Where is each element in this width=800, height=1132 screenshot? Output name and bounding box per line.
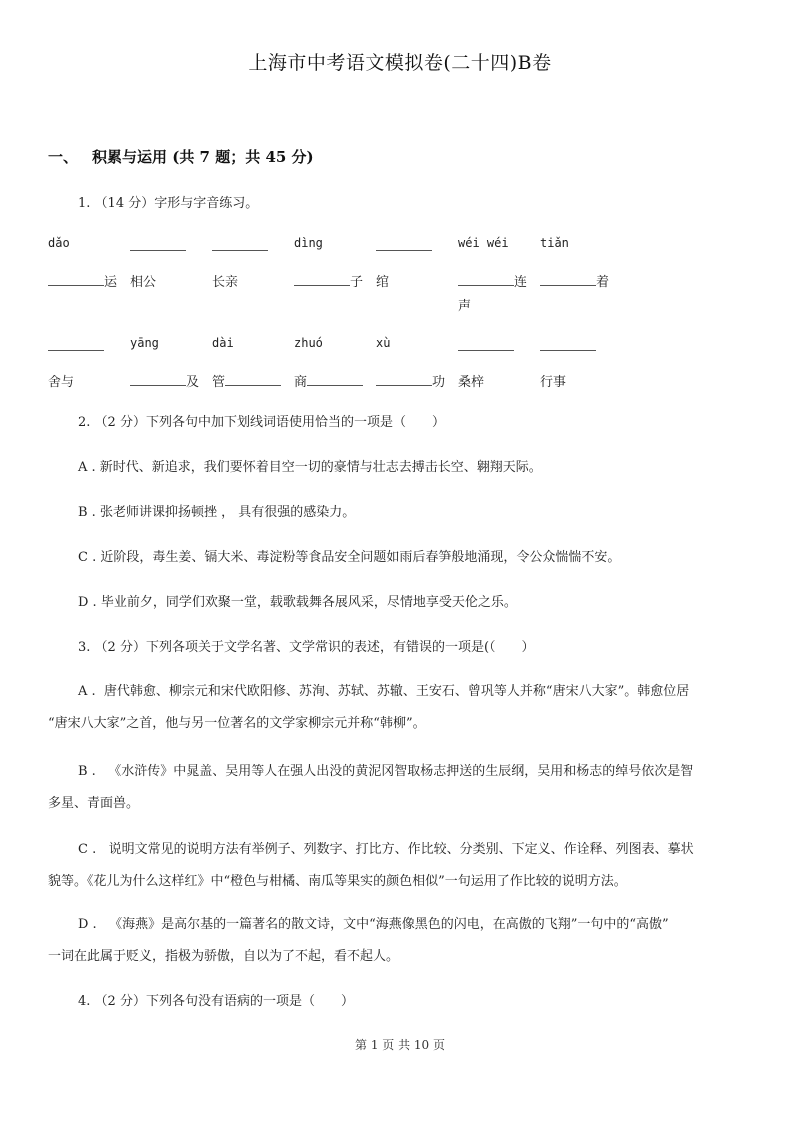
option-label: B . (78, 764, 96, 779)
word-cell: 行事 (540, 375, 567, 390)
question-number: 3. (78, 640, 91, 655)
pinyin-label: dǎo (48, 236, 70, 250)
section-heading (48, 146, 314, 167)
word-cell: 连 (458, 271, 527, 290)
answer-blank[interactable] (458, 336, 514, 355)
section-number: 一、 (48, 148, 79, 166)
answer-blank[interactable] (48, 284, 104, 286)
page-footer: 第 1 页 共 10 页 (355, 1038, 445, 1052)
option-label: B . (78, 505, 96, 520)
option-text: 新时代、新追求，我们要怀着目空一切的豪情与壮志去搏击长空、翱翔天际。 (99, 460, 542, 475)
question-prompt: 下列各项关于文学名著、文学常识的表述，有错误的一项是(（ ） (145, 640, 535, 655)
option-c-line1[interactable] (78, 838, 694, 857)
option-text: 毕业前夕，同学们欢聚一堂，载歌载舞各展风采，尽情地享受天伦之乐。 (100, 595, 517, 610)
answer-blank[interactable] (376, 236, 432, 255)
word-cell-wrap: 声 (458, 299, 472, 314)
pinyin-label: zhuó (294, 336, 323, 350)
option-b-line1[interactable] (78, 760, 693, 779)
answer-blank[interactable] (225, 384, 281, 386)
pinyin-label: dìng (294, 236, 323, 250)
option-d-line2: 一词在此属于贬义，指极为骄傲，自以为了不起，看不起人。 (48, 949, 400, 964)
option-label: A . (78, 684, 96, 699)
answer-blank[interactable] (458, 284, 514, 286)
word-cell: 功 (376, 371, 445, 390)
answer-blank[interactable] (294, 284, 350, 286)
option-c-line2: 貌等。《花儿为什么这样红》中“橙色与柑橘、南瓜等果实的颜色相似”一句运用了作比较的说明方法。 (48, 874, 627, 889)
word-cell: 运 (48, 271, 117, 290)
option-label: C . (78, 842, 97, 857)
question-prompt: 下列各句中加下划线词语使用恰当的一项是（ ） (145, 415, 445, 430)
question-3 (78, 636, 535, 655)
option-a[interactable] (78, 456, 542, 475)
answer-blank[interactable] (48, 336, 104, 355)
option-text: 唐代韩愈、柳宗元和宋代欧阳修、苏洵、苏轼、苏辙、王安石、曾巩等人并称“唐宋八大家”。韩愈位居 (103, 684, 690, 699)
pinyin-label: tiǎn (540, 236, 569, 250)
word-cell: 舍与 (48, 375, 75, 390)
option-b-line2: 多星、青面兽。 (48, 796, 140, 811)
document-title: 上海市中考语文模拟卷(二十四)B卷 (248, 52, 552, 74)
question-prompt: 字形与字音练习。 (154, 196, 259, 211)
pinyin-label: dài (212, 336, 234, 350)
question-number: 1. (78, 196, 91, 211)
word-cell: 着 (540, 271, 609, 290)
option-label: D . (78, 595, 97, 610)
option-text: 《海燕》是高尔基的一篇著名的散文诗，文中“海燕像黑色的闪电，在高傲的飞翔”一句中的“高傲” (109, 917, 669, 932)
question-prompt: 下列各句没有语病的一项是（ ） (145, 994, 354, 1009)
word-cell: 商 (294, 371, 363, 390)
option-c[interactable] (78, 546, 620, 565)
answer-blank[interactable] (212, 236, 268, 255)
question-number: 4. (78, 994, 91, 1009)
pinyin-label: wéi wéi (458, 236, 509, 250)
option-text: 说明文常见的说明方法有举例子、列数字、打比方、作比较、分类别、下定义、作诠释、列图表、摹状 (108, 842, 694, 857)
word-cell: 桑梓 (458, 375, 485, 390)
answer-blank[interactable] (540, 336, 596, 355)
option-d-line1[interactable] (78, 913, 669, 932)
pinyin-label: xù (376, 336, 391, 350)
option-label: A . (78, 460, 96, 475)
answer-blank[interactable] (130, 384, 186, 386)
question-number: 2. (78, 415, 91, 430)
question-1 (78, 192, 258, 211)
section-label: 积累与运用 (共 7 题；共 45 分) (92, 148, 314, 166)
answer-blank[interactable] (376, 384, 432, 386)
answer-blank[interactable] (540, 284, 596, 286)
option-text: 近阶段，毒生姜、镉大米、毒淀粉等食品安全问题如雨后春笋般地涌现，令公众惴惴不安。 (100, 550, 621, 565)
option-a-line1[interactable] (78, 680, 689, 699)
question-score: （2 分） (94, 640, 146, 655)
answer-blank[interactable] (130, 236, 186, 255)
word-cell: 管 (212, 371, 281, 390)
option-a-line2: “唐宋八大家”之首，他与另一位著名的文学家柳宗元并称“韩柳”。 (48, 716, 426, 731)
pinyin-label: yāng (130, 336, 159, 350)
option-label: D . (78, 917, 97, 932)
answer-blank[interactable] (307, 384, 363, 386)
word-cell: 相公 (130, 275, 157, 290)
option-d[interactable] (78, 591, 517, 610)
option-label: C . (78, 550, 97, 565)
word-cell: 绾 (376, 275, 390, 290)
question-score: （14 分） (94, 196, 155, 211)
option-text: 《水浒传》中晁盖、吴用等人在强人出没的黄泥冈智取杨志押送的生辰纲，吴用和杨志的绰号依次是智 (108, 764, 694, 779)
question-2 (78, 411, 445, 430)
question-score: （2 分） (94, 415, 146, 430)
word-cell: 及 (130, 371, 199, 390)
option-text: 张老师讲课抑扬顿挫 ， 具有很强的感染力。 (99, 505, 356, 520)
word-cell: 子 (294, 271, 363, 290)
option-b[interactable] (78, 501, 355, 520)
question-score: （2 分） (94, 994, 146, 1009)
word-cell: 长亲 (212, 275, 239, 290)
question-4 (78, 990, 354, 1009)
